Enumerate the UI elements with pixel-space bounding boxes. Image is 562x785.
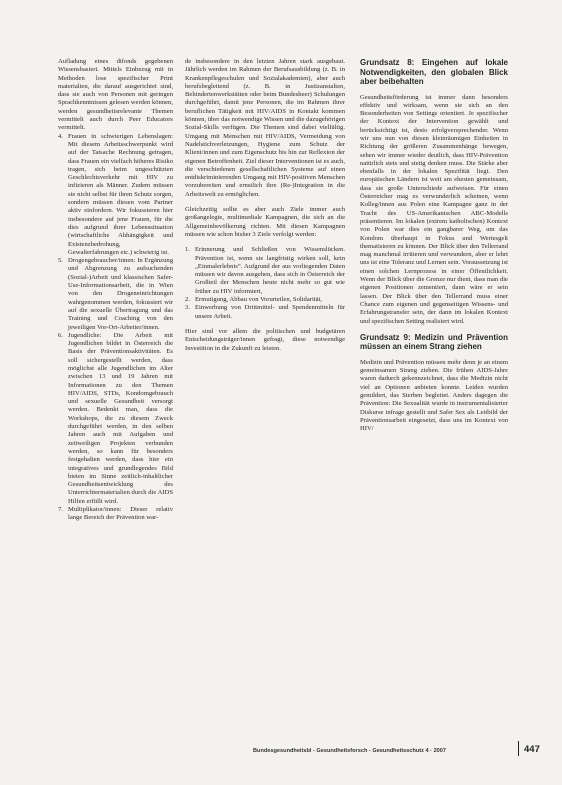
list-item [185, 304, 345, 321]
list-item [58, 332, 173, 506]
page-number: 447 [524, 744, 540, 755]
list-item-number: 5. [58, 257, 63, 265]
middle-intro-paragraph: de insbesondere in den letzten Jahren stark ausgebaut. Jährlich werden im Rahmen der Berufsausbildung (z. B. in Krankenpflegeschulen und Sozialakademien), aber auch berufsbegleitend (z. B. in Justizanstalten, Behindertenwerkstätten oder beim Bundesheer) Schulungen durchgeführt, damit jene Personen, die im Rahmen ihrer beruflichen Tätigkeit mit HIV/AIDS in Kontakt kommen können, über das notwendige Wissen und die dazugehörigen Sozial-Skills verfügen. Die Themen sind dabei vielfältig. Umgang mit Menschen mit HIV/AIDS, Vermeidung von Nadelstichverletzungen, Hygiene zum Schutz der Klient/innen und zum Eigenschutz bis hin zur Reflexion der eigenen Betroffenheit. Ziel dieser Interventionen ist es auch, die verschiedenen gesellschaftlichen Systeme auf einen entdiskriminierenden Umgang mit HIV-positiven Menschen vorzubereiten und ernstlich ihre (Re-)Integration in die Arbeitswelt zu ermöglichen. [185, 58, 345, 198]
list-item [58, 257, 173, 332]
list-item-number: 3. [185, 304, 190, 312]
list-item-text: Frauen in schwierigen Lebenslagen: Mit diesem Arbeitsschwerpunkt wird auf der Tatsache Rechnung getragen, dass Frauen ein vielfach höheres Risiko tragen, sich beim ungeschützten Geschlechtsverkehr mit HIV zu infizieren als Männer. Zudem müssen sie nicht selbst für ihren Schutz sorgen, sondern müssen diesen vom Partner aktiv einfordern. Wir fokussieren hier insbesondere auf jene Frauen, für die dies aufgrund ihrer Lebenssituation (wirtschaftliche Abhängigkeit und Existenzbedrohung, Gewalterfahrungen etc.) schwierig ist. [68, 132, 173, 256]
middle-paragraph-2: Gleichzeitig sollte es aber auch Ziele immer auch großangelegte, multimediale Kampagnen, die sich an die Allgemeinbevölkerung richten. Mit diesen Kampagnen müssen wie schon bisher 3 Ziele verfolgt werden: [185, 206, 345, 238]
list-item [185, 296, 345, 304]
left-intro-paragraph: Aufladung eines difonds gegebenen Wissensbasiert. Mittels Einbezug mit in Methoden lose spezifischer Print materialien, die darauf ausgerichtet sind, dass sie auch von Personen mit geringen Sprachkenntnissen gelesen werden können, werden gesundheitsrelevante Themen vermittelt auch durch Peer Educators vermittelt. [58, 58, 173, 132]
middle-paragraph-3: Hier sind vor allem die politischen und budgetären Entscheidungsträger/innen gefragt, diese notwendige Investition in die Zukunft zu leisten. [185, 327, 345, 352]
middle-column [185, 58, 345, 353]
list-item-number: 4. [58, 132, 63, 140]
list-item-text: Jugendliche: Die Arbeit mit Jugendlichen bildet in Österreich die Basis der Präventionsaktivitäten. Es soll sichergestellt werden, dass möglichst alle Jugendlichen im Alter zwischen 13 und 19 Jahren mit Informationen zu den Themen HIV/AIDS, STDs, Kondomgebrauch und sexuelle Gesundheit versorgt werden. Bedenkt man, dass die Workshops, die zu diesem Zweck durchgeführt werden, in den selben Jahren auch mit Aufgaben und zeitweiligen Projekten verbunden werden, so kann für besonders festgehalten werden, dass hier ein integratives und grundlegendes Bild bieten im Sinne zeitlich-inhaltlicher Gesundheitsentwicklung des Unterrichtermaterialien durch die AIDS Hilfen erfüllt wird. [68, 331, 173, 505]
list-item-number: 6. [58, 331, 63, 339]
left-column [58, 58, 173, 523]
list-item-text: Ermutigung, Abbau von Vorurteilen, Solidarität, [195, 296, 323, 304]
page-number-divider [518, 741, 519, 756]
list-item-number: 2. [185, 296, 190, 304]
section-heading-8: Grundsatz 8: Eingehen auf lokale Notwendigkeiten, den globalen Blick aber beibehalten [360, 58, 508, 86]
list-item [58, 133, 173, 257]
section-heading-9: Grundsatz 9: Medizin und Prävention müssen an einem Strang ziehen [360, 332, 508, 352]
right-paragraph-2: Medizin und Prävention müssen mehr denn je an einem gemeinsamen Strang ziehen. Die frühen AIDS-Jahre waren dadurch gekennzeichnet, dass die Medizin nicht viel an Optionen anbieten konnte. Leiden wurden gemildert, das Sterben begleitet. Anders dagegen die Prävention: Die Sexualität wurde in instrumentalisierter Diskurse infrage gestellt und Safer Sex als Leitbild der Präventionsarbeit eingesetzt, dass uns im Kontext von HIV/ [360, 358, 508, 433]
list-item [58, 506, 173, 523]
journal-footer: Bundesgesundheitsbl - Gesundheitsforsch - Gesundheitsschutz 4 · 2007 [253, 748, 447, 754]
list-item-number: 7. [58, 506, 63, 514]
list-item-number: 1. [185, 246, 190, 254]
list-item-text: Erinnerung und Schließen von Wissenslücken. Prävention ist, wenn sie langfristig wirken soll, kein „Einmalerlebnis“. Aufgrund der aus vorliegenden Daten müssen wir davon ausgehen, dass sich in Österreich der Großteil der Menschen heute nicht mehr so gut wie früher zu HIV informiert, [195, 246, 345, 295]
list-item-text: Multiplikator/innen: Dieser relativ lange Bereich der Prävention war- [68, 506, 173, 522]
list-item-text: Einwerbung von Drittmittel- und Spendenmitteln für unsere Arbeit. [195, 304, 345, 320]
list-item-text: Drogengebraucher/innen: In Ergänzung und Abgrenzung zu aufsuchenden (Sozial-)Arbeit und klassischen Safer-Use-Informationsarbeit, die in Wien von den Drogeneinrichtungen wahrgenommen werden, fokussiert wir auf die sexuelle Übertragung und das Training und Coaching von den jeweiligen Vor-Ort-Arbeiter/innen. [68, 257, 173, 331]
right-paragraph-1: Gesundheitsförderung ist immer dann besonders effektiv und wirksam, wenn sie sich an den Besonderheiten von Settings orientiert. Je spezifischer der Kontext der Intervention gewählt und berücksichtigt ist, desto erfolgversprechender. Wenn wir uns nun von diesen kleinräumigen Einheiten in Richtung der größeren Zusammenhänge bewegen, sehen wir immer wieder deutlich, dass HIV-Prävention natürlich stets und stetig denken muss. Die Stärke aber ebenfalls in der lokalen Spezifität liegt. Den europäischen Ländern ist weit am ehesten gemeinsam, dass sie große Unterschiede aufweisen. Für einen Österreicher mag es verwunderlich scheinen, wenn Kolleg/innen aus Polen eine Kampagne ganz in der Tracht des US-Amerikanischen ABC-Modells präsentieren. Im lokalen (extrem katholischen) Kontext von Polen war dies ein gangbarer Weg, um das Kondom überhaupt in Fokus und Wertesgelt thematisieren zu können. Der Blick über den Tellerrand mag manchmal irritieren und verwundern, aber er lehrt uns ist eine Toleranz und Lernen sein. Voraussetzung ist einen solchen Lernprozess in einer Öffentlichkeit. Wenn der Blick über die Grenze nur dient, dass man die eigenen Positionen zementiert, dann wäre er sein lassen. Der Blick über den Tellerrand muss einer Chance zum eigenen und gegenseitigen Wissens- und Erfahrungstransfer sein, der dann im lokalen Kontext und spezifischen Setting realisiert wird. [360, 93, 508, 325]
list-item [185, 246, 345, 296]
right-column [360, 58, 508, 433]
